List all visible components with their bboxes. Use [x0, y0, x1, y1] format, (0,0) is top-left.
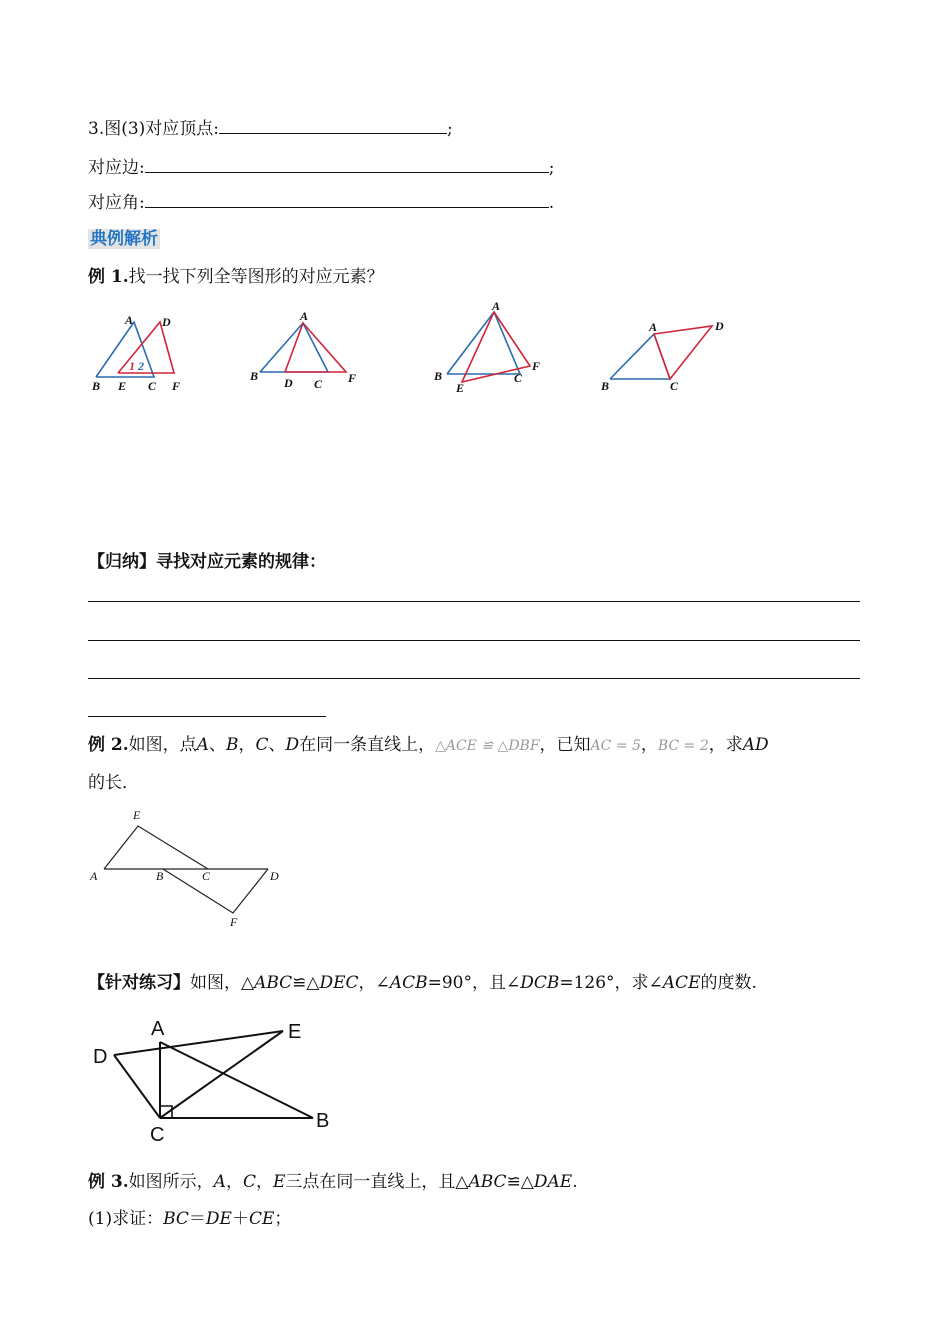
fig4-label-a: A	[649, 320, 658, 334]
summary-line	[88, 551, 326, 573]
example3-text: 三点在同一直线上，且△	[285, 1172, 469, 1192]
ex2-label-c: C	[202, 869, 211, 883]
fig1-label-f: F	[172, 379, 181, 393]
example3-line-1	[88, 1171, 578, 1193]
example2-number: 例 2.	[88, 735, 129, 755]
ex2-label-b: B	[156, 869, 164, 883]
summary-answer-line-1[interactable]	[88, 601, 860, 602]
point-a: A	[196, 735, 209, 755]
prac-label-d: D	[93, 1046, 108, 1068]
example3-line-2	[88, 1208, 291, 1230]
summary-label: 【归纳】寻找对应元素的规律：	[88, 552, 326, 572]
part1-text: (1)求证：	[88, 1209, 164, 1229]
point-a: A	[213, 1172, 226, 1192]
fig2-label-d: D	[284, 376, 293, 390]
summary-answer-line-3[interactable]	[88, 678, 860, 679]
segment-ad: AD	[742, 735, 769, 755]
triangle-dec: DEC	[319, 973, 359, 993]
section-heading: 典例解析	[90, 229, 158, 249]
summary-answer-line-4[interactable]	[88, 716, 326, 717]
sep: ，	[640, 735, 658, 755]
fig2-label-a: A	[300, 309, 309, 323]
example1-text: 找一找下列全等图形的对应元素？	[128, 267, 384, 287]
ex2-label-a: A	[90, 869, 98, 883]
segment-de	[114, 1031, 283, 1055]
prac-label-c: C	[150, 1124, 165, 1146]
triangle-abc: ABC	[468, 1172, 507, 1192]
q3-vertices-blank[interactable]	[219, 116, 447, 134]
fig1-label-a: A	[125, 313, 134, 327]
ac-formula: AC = 5	[590, 738, 641, 754]
example2-text-a: 如图，点	[128, 735, 197, 755]
practice-figure	[88, 1012, 348, 1147]
fig3-label-c: C	[514, 371, 523, 385]
semicolon: ;	[447, 119, 453, 139]
practice-text: ，∠	[358, 973, 390, 993]
fig4-label-b: B	[601, 379, 610, 393]
practice-text: 的度数.	[700, 973, 757, 993]
ex2-label-d: D	[270, 869, 279, 883]
example1-number: 例 1.	[88, 267, 129, 287]
fig3-blue-triangle	[447, 312, 520, 374]
example2-text-d: ，求	[708, 735, 743, 755]
fig3-label-e: E	[456, 381, 465, 395]
point-b: B	[225, 735, 239, 755]
bc-formula: BC = 2	[657, 738, 709, 754]
segment-ab	[160, 1042, 313, 1118]
segment-ce: CE	[248, 1209, 275, 1229]
fig1-angle-1: 1	[129, 359, 135, 373]
example1-figure-1	[88, 312, 198, 394]
fig4-label-d: D	[715, 319, 724, 333]
example2-figure	[88, 806, 288, 931]
practice-line	[88, 972, 757, 994]
sep: ，	[255, 1172, 273, 1192]
fig4-label-c: C	[670, 379, 679, 393]
fig2-label-b: B	[250, 369, 259, 383]
example2-text-b: 在同一条直线上，	[299, 735, 436, 755]
angle-acb: ACB	[389, 973, 428, 993]
fig3-label-b: B	[434, 369, 443, 383]
example1-figure-3	[432, 300, 547, 396]
point-c: C	[242, 1172, 256, 1192]
prac-label-b: B	[316, 1110, 330, 1132]
example3-text: .	[572, 1172, 578, 1192]
fig4-blue-triangle	[610, 334, 670, 379]
triangle-dbf	[163, 869, 268, 913]
triangle-dae: DAE	[533, 1172, 573, 1192]
example2-line-1	[88, 734, 769, 757]
fig1-label-c: C	[148, 379, 157, 393]
section-heading-line	[88, 228, 160, 250]
fig3-label-a: A	[492, 299, 501, 313]
equals-sign: ＝	[188, 1209, 206, 1229]
example1-figure-4	[598, 316, 728, 396]
prac-label-a: A	[151, 1018, 165, 1040]
practice-label: 【针对练习】	[88, 973, 190, 993]
fig1-label-b: B	[92, 379, 101, 393]
prac-label-e: E	[288, 1021, 302, 1043]
ex2-label-e: E	[133, 808, 141, 822]
practice-text: =90°，且∠	[427, 973, 521, 993]
fig2-label-f: F	[348, 371, 357, 385]
q3-vertices-line	[88, 116, 453, 140]
example2-line-2	[88, 772, 139, 794]
example1-figure-2	[248, 308, 363, 394]
example3-text: ≌△	[506, 1172, 534, 1192]
fig1-angle-2: 2	[138, 359, 144, 373]
sep: ，	[238, 735, 256, 755]
example3-text: 如图所示，	[128, 1172, 214, 1192]
ex2-label-f: F	[230, 915, 238, 929]
angle-ace: ACE	[662, 973, 701, 993]
point-d: D	[285, 735, 300, 755]
fig1-red-triangle	[118, 322, 174, 373]
fig3-label-f: F	[532, 359, 541, 373]
q3-sides-line	[88, 155, 554, 179]
segment-ce	[160, 1031, 283, 1118]
fig1-blue-triangle	[96, 322, 154, 377]
triangle-abc: ABC	[254, 973, 293, 993]
point-e: E	[272, 1172, 286, 1192]
summary-answer-line-2[interactable]	[88, 640, 860, 641]
example2-text-c: ，已知	[539, 735, 591, 755]
triangle-ace	[104, 826, 208, 869]
fig1-label-e: E	[118, 379, 127, 393]
semicolon: ；	[274, 1209, 292, 1229]
q3-angles-label: 对应角:	[88, 193, 145, 213]
practice-text: 如图，△	[190, 973, 255, 993]
q3-sides-label: 对应边:	[88, 158, 145, 178]
q3-angles-blank[interactable]	[145, 190, 549, 208]
semicolon: ;	[548, 158, 555, 178]
fig4-red-triangle	[654, 326, 712, 379]
sep: ，	[225, 1172, 243, 1192]
example2-text-end: 的长．	[88, 773, 139, 793]
period: .	[548, 193, 555, 213]
example1-line	[88, 266, 384, 288]
example3-number: 例 3.	[88, 1172, 129, 1192]
practice-text: ≌△	[292, 973, 320, 993]
sep: 、	[268, 735, 286, 755]
sep: 、	[208, 735, 226, 755]
q3-vertices-label: 3.图(3)对应顶点:	[88, 119, 220, 139]
q3-angles-line	[88, 190, 554, 214]
congruence-formula: △ACE ≌ △DBF	[435, 738, 540, 754]
segment-bc: BC	[163, 1209, 189, 1229]
angle-dcb: DCB	[520, 973, 560, 993]
segment-de: DE	[205, 1209, 232, 1229]
point-c: C	[255, 735, 269, 755]
fig1-label-d: D	[162, 315, 171, 329]
q3-sides-blank[interactable]	[145, 155, 549, 173]
practice-text: =126°，求∠	[559, 973, 663, 993]
plus-sign: ＋	[231, 1209, 249, 1229]
segment-dc	[114, 1055, 160, 1118]
fig2-label-c: C	[314, 377, 323, 391]
